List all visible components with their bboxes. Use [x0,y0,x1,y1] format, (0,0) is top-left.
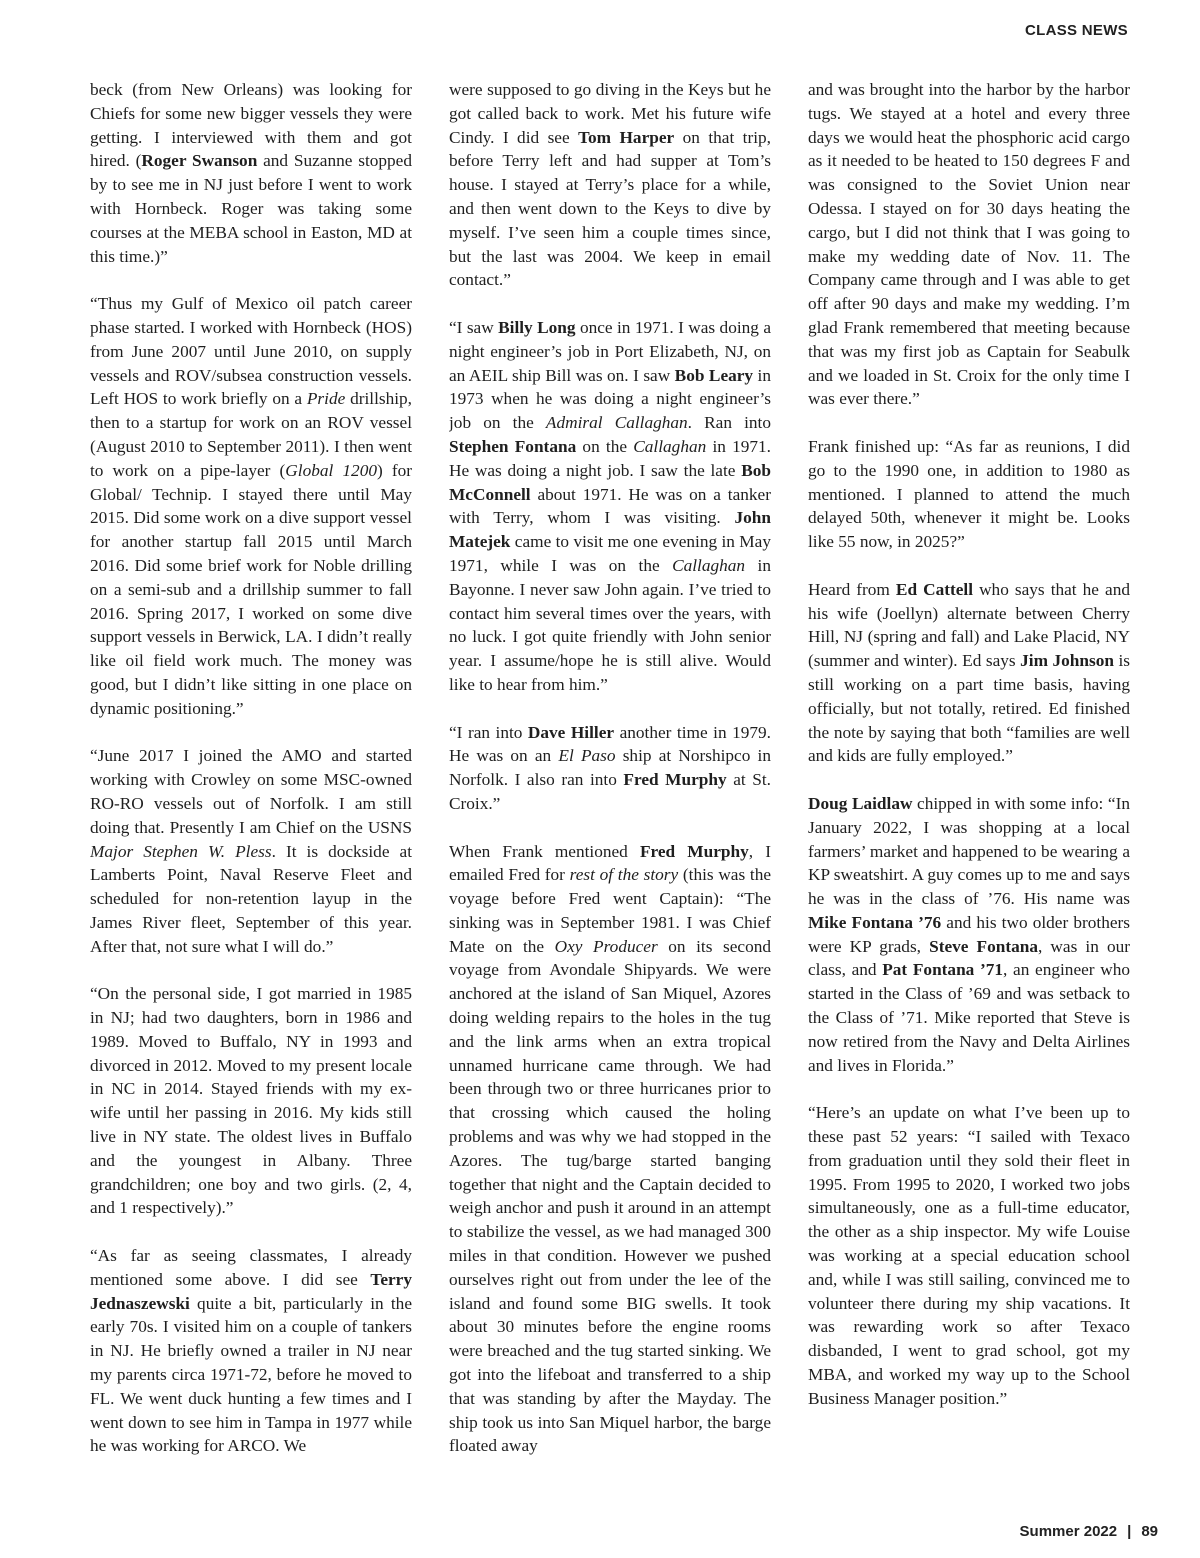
text-run: beck (from New Orleans) was looking for Chiefs for some new bigger vessels they were getting. I interviewed with them and got hired. ( [90,80,412,171]
paragraph [449,721,771,816]
column-3 [808,78,1130,1483]
name-highlight: Pat Fontana ’71 [882,960,1004,980]
text-run: . Ran into [687,413,771,433]
text-run: in 1973 when he was doing a night engineer’s job on the [449,365,771,433]
name-highlight: Jim Johnson [1020,651,1114,671]
text-run: chipped in with some info: “In January 2022, I was shopping at a local farmers’ market and happened to be wearing a KP sweatshirt. A guy comes up to me and says he was in the class of ’76. His name was [808,793,1130,909]
article-columns [90,78,1130,1483]
paragraph [90,292,412,720]
italic-text: Admiral Callaghan [545,413,688,433]
paragraph [90,78,412,268]
italic-text: Major Stephen W. Pless [90,841,272,861]
issue-label: Summer 2022 [1019,1523,1118,1540]
italic-text: Pride [306,389,346,409]
text-run: in Bayonne. I never saw John again. I’ve tried to contact him several times over the years, with no luck. I got quite friendly with John senior year. I assume/hope he is still alive. Would like to hear from him.” [449,555,771,694]
text-run: “Here’s an update on what I’ve been up to these past 52 years: “I sailed with Texaco from graduation until they sold their fleet in 1995. From 1995 to 2020, I worked two jobs simultaneously, one as a full-time educator, the other as a ship inspector. My wife Louise was working at a special education school and, while I was still sailing, convinced me to volunteer there during my ship vacations. It was rewarding work so after Texaco disbanded, I went to grad school, got my MBA, and worked my way up to the School Business Manager position.” [808,1103,1130,1408]
text-run: “On the personal side, I got married in 1985 in NJ; had two daughters, born in 1986 and 1989. Moved to Buffalo, NY in 1993 and divorced in 2012. Moved to my present locale in NC in 2014. Stayed friends with my ex-wife until her passing in 2016. My kids still live in NY state. The oldest lives in Buffalo and the youngest in Albany. Three grandchildren; one boy and two girls. (2, 4, and 1 respectively).” [90,984,412,1218]
paragraph [449,840,771,1459]
name-highlight: Mike Fontana ’76 [808,912,942,932]
text-run: and was brought into the harbor by the harbor tugs. We stayed at a hotel and every three days we would heat the phosphoric acid cargo as it needed to be heated to 150 degrees F and was consigned to the Soviet Union near Odessa. I stayed on for 30 days heating the cargo, but I did not think that I was going to make my wedding date of Nov. 11. The Company came through and I was able to get off after 90 days and make my wedding. I’m glad Frank remembered that meeting because that was my first job as Captain for Seabulk and we loaded in St. Croix for the only time I was ever there.” [808,80,1130,409]
text-run: (this was the voyage before Fred went Captain): “The sinking was in September 1981. I was Chief Mate on the [449,865,771,956]
column-1 [90,78,412,1483]
text-run: , an engineer who started in the Class of ’69 and was setback to the Class of ’71. Mike reported that Steve is now retired from the Navy and Delta Airlines and lives in Florida.” [808,960,1130,1075]
name-highlight: Billy Long [498,317,576,337]
name-highlight: Roger Swanson [141,151,258,171]
text-run: and his two older brothers were KP grads, [808,912,1130,956]
name-highlight: Bob Leary [674,365,754,385]
text-run: on that trip, before Terry left and had supper at Tom’s house. I stayed at Terry’s place for a while, and then went down to the Keys to dive by myself. I’ve seen him a couple times since, but the last was 2004. We keep in email contact.” [449,127,771,290]
text-run: “I saw [449,317,499,337]
text-run: When Frank mentioned [449,841,640,861]
text-run: came to visit me one evening in May 1971, while I was on the [449,532,771,575]
text-run: “I ran into [449,722,528,742]
column-2 [449,78,771,1483]
text-run: ) for Global/ Technip. I stayed there until May 2015. Did some work on a dive support vessel for another startup fall 2015 until March 2016. Did some brief work for Noble drilling on a semi-sub and a drillship summer to fall 2016. Spring 2017, I worked on some dive support vessels in Berwick, LA. I didn’t really like oil field work much. The money was good, but I didn’t like sitting in one place on dynamic positioning.” [90,460,412,718]
text-run: quite a bit, particularly in the early 70s. I visited him on a couple of tankers in NJ. He briefly owned a trailer in NJ near my parents circa 1971-72, before he moved to FL. We went duck hunting a few times and I went down to see him in Tampa in 1977 while he was working for ARCO. We [90,1293,412,1456]
paragraph [449,78,771,292]
text-run: on its second voyage from Avondale Shipyards. We were anchored at the island of San Miquel, Azores doing welding repairs to the holes in the tug and the link arms when an extra tropical unnamed hurricane came through. We had been through two or three hurricanes prior to that crossing which caused the holing problems and was why we had stopped in the Azores. The tug/barge started banging together that night and the Captain decided to weigh anchor and push it around in an attempt to stabilize the vessel, as we had managed 300 miles in that condition. However we pushed ourselves right out from under the lee of the island and found some BIG swells. It took about 30 minutes before the engine rooms were breached and the tug started sinking. We got into the lifeboat and transferred to a ship that was standing by after the Mayday. The ship took us into San Miquel harbor, the barge floated away [449,936,771,1456]
italic-text: Oxy Producer [554,936,658,956]
page-footer [1020,1523,1158,1540]
text-run: and Suzanne stopped by to see me in NJ just before I went to work with Hornbeck. Roger was taking some courses at the MEBA school in Easton, MD at this time.)” [90,151,412,266]
text-run: is still working on a part time basis, having officially, but not totally, retired. Ed finished the note by saying that both “families are well and kids are fully employed.” [808,651,1130,766]
paragraph [808,78,1130,411]
paragraph [808,435,1130,554]
name-highlight: John Matejek [449,508,771,552]
name-highlight: Fred Murphy [639,841,749,861]
text-run: , was in our class, and [808,936,1130,980]
name-highlight: Fred Murphy [623,770,727,790]
name-highlight: Tom Harper [578,127,675,147]
text-run: on the [576,436,634,456]
italic-text: Callaghan [672,555,746,575]
name-highlight: Stephen Fontana [449,436,577,456]
name-highlight: Ed Cattell [895,579,974,599]
text-run: , I emailed Fred for [449,841,771,885]
text-run: Heard from [808,579,896,599]
paragraph [808,578,1130,768]
name-highlight: Steve Fontana [929,936,1038,956]
page-number: 89 [1141,1523,1158,1540]
italic-text: Global 1200 [285,460,377,480]
text-run: who says that he and his wife (Joellyn) alternate between Cherry Hill, NJ (spring and fall) and Lake Placid, NY (summer and winter). Ed says [808,579,1130,671]
text-run: about 1971. He was on a tanker with Terry, whom I was visiting. [449,484,771,528]
paragraph [90,982,412,1220]
text-run: in 1971. He was doing a night job. I saw the late [449,436,771,480]
text-run: drillship, then to a startup for work on an ROV vessel (August 2010 to September 2011). I then went to work on a pipe-layer ( [90,389,412,480]
paragraph [90,744,412,958]
name-highlight: Terry Jednaszewski [90,1269,412,1313]
italic-text: rest of the story [569,865,679,885]
footer-separator: | [1127,1523,1132,1540]
italic-text: El Paso [558,746,616,766]
paragraph [808,1101,1130,1410]
text-run: . It is dockside at Lamberts Point, Naval Reserve Fleet and scheduled for non-retention layup in the James River fleet, September of this year. After that, not sure what I will do.” [90,841,412,956]
text-run: Frank finished up: “As far as reunions, I did go to the 1990 one, in addition to 1980 as mentioned. I planned to attend the much delayed 50th, whenever it might be. Looks like 55 now, in 2025?” [808,436,1130,552]
name-highlight: Dave Hiller [527,722,615,742]
paragraph [90,1244,412,1458]
paragraph [449,316,771,697]
italic-text: Callaghan [633,436,707,456]
text-run: at St. Croix.” [449,770,771,813]
name-highlight: Bob McConnell [449,460,771,504]
name-highlight: Doug Laidlaw [808,793,913,813]
text-run: ship at Norshipco in Norfolk. I also ran into [449,746,771,790]
section-header: CLASS NEWS [1024,22,1128,39]
text-run: “Thus my Gulf of Mexico oil patch career phase started. I worked with Hornbeck (HOS) from June 2007 until June 2010, on supply vessels and ROV/subsea construction vessels. Left HOS to work briefly on a [90,294,412,409]
text-run: were supposed to go diving in the Keys but he got called back to work. Met his future wife Cindy. I did see [449,80,771,147]
text-run: once in 1971. I was doing a night engineer’s job in Port Elizabeth, NJ, on an AEIL ship Bill was on. I saw [449,317,771,385]
text-run: another time in 1979. He was on an [449,722,771,766]
paragraph [808,792,1130,1078]
text-run: “As far as seeing classmates, I already mentioned some above. I did see [90,1246,412,1289]
text-run: “June 2017 I joined the AMO and started working with Crowley on some MSC-owned RO-RO vessels out of Norfolk. I am still doing that. Presently I am Chief on the USNS [90,746,412,837]
